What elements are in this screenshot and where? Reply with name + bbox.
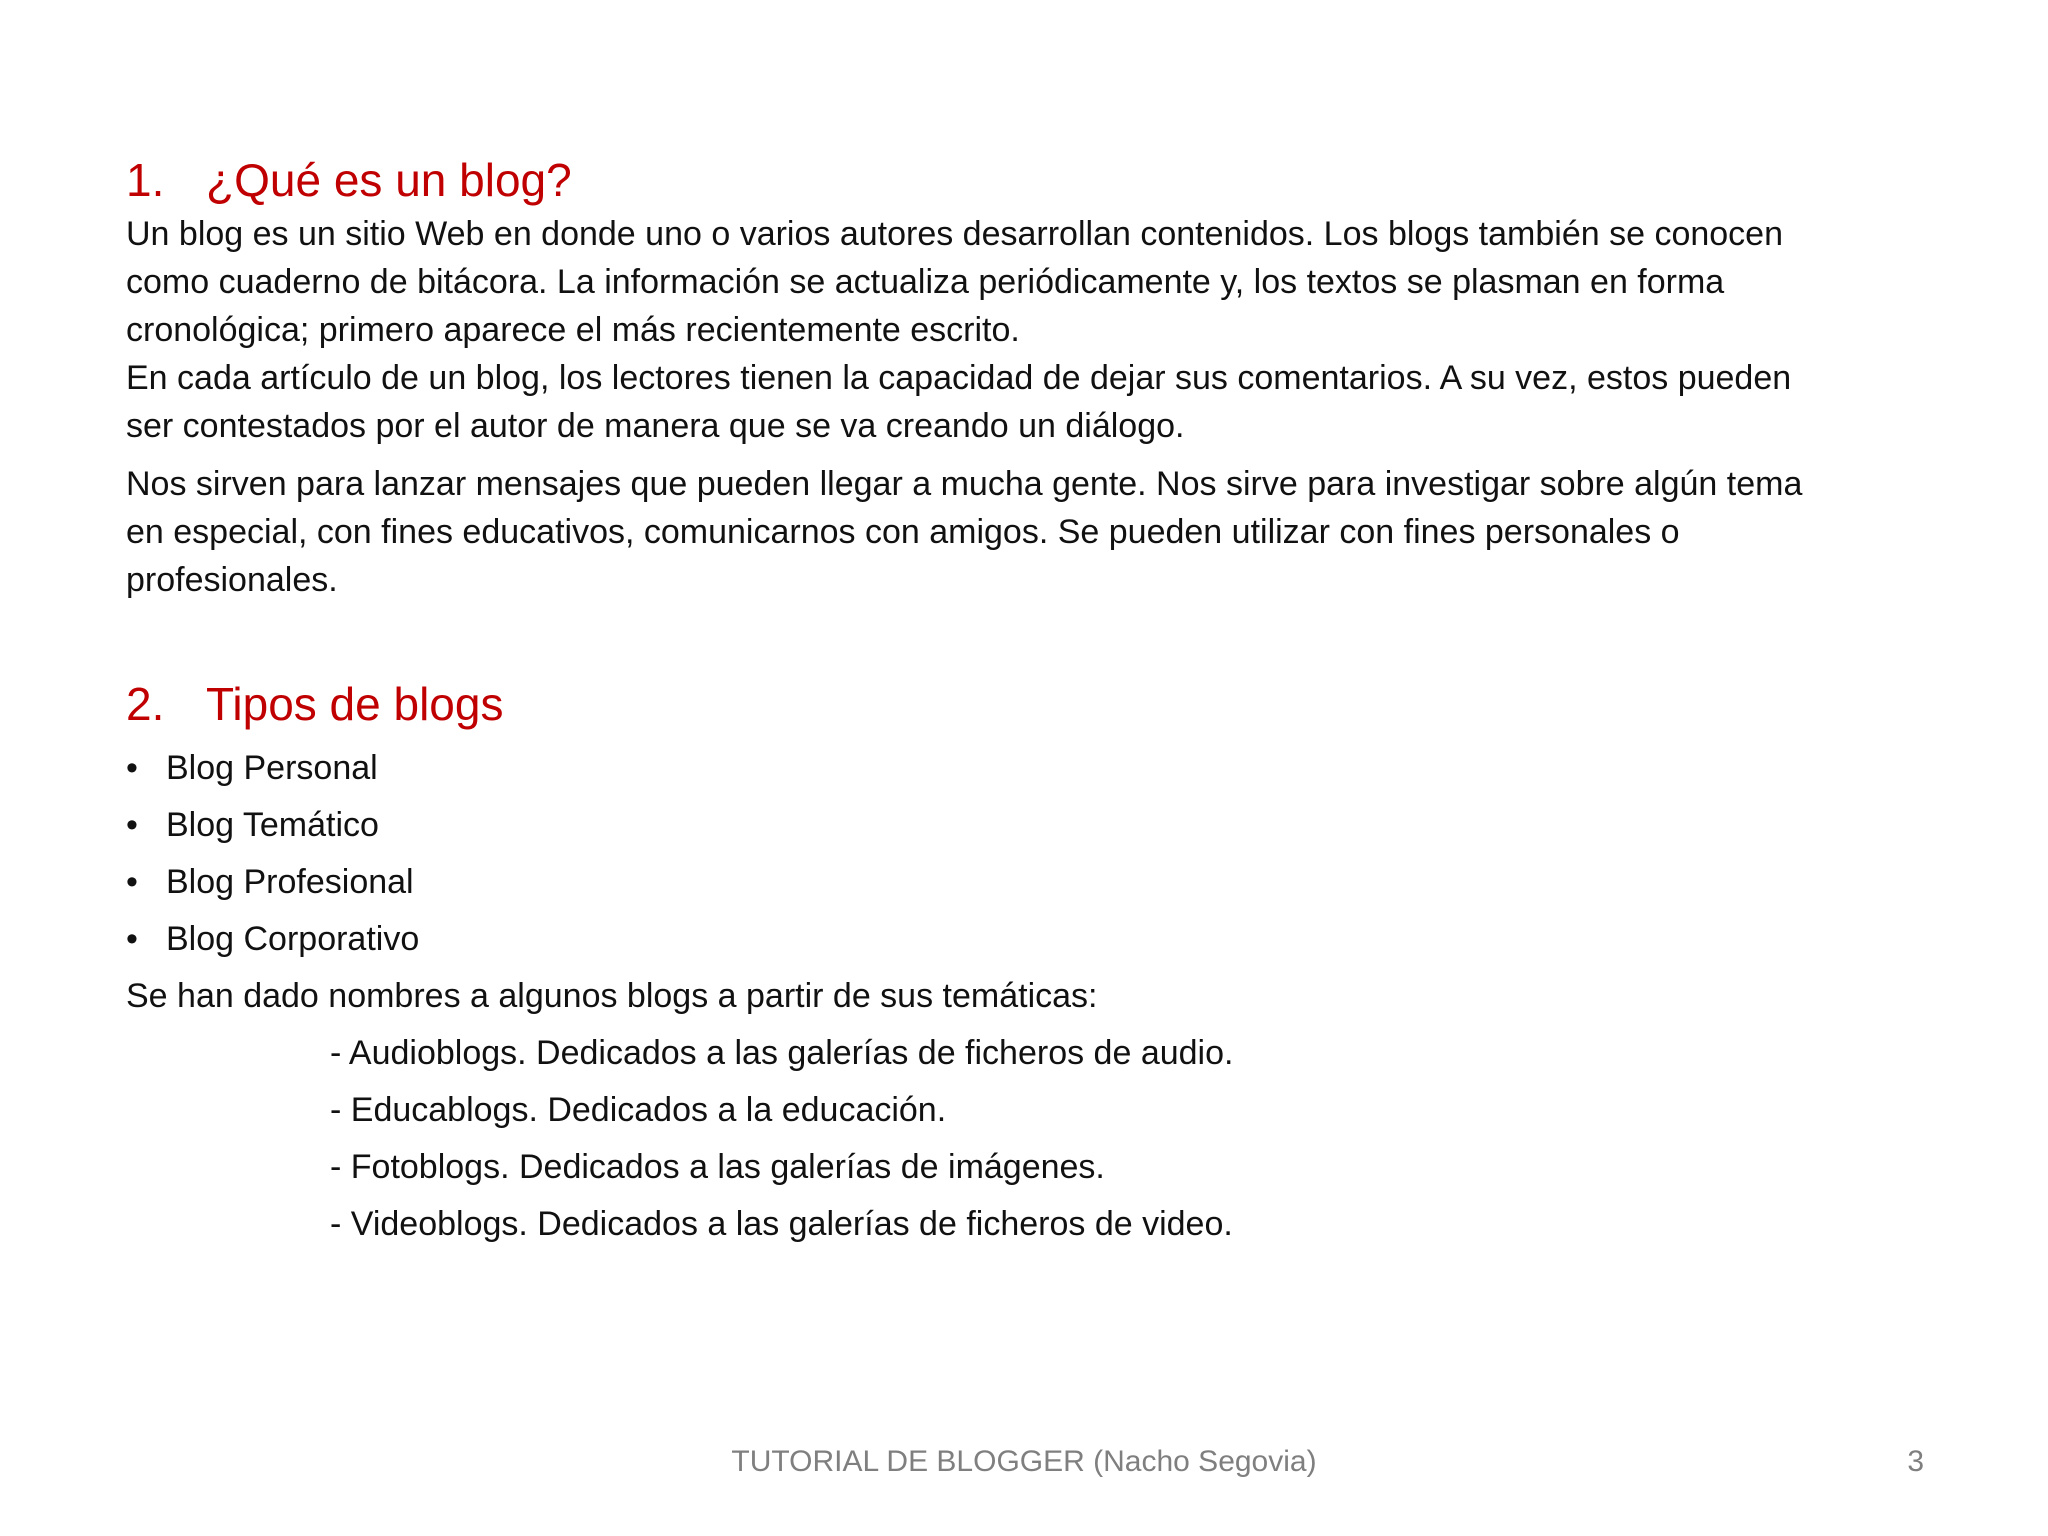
paragraph-line: cronológica; primero aparece el más recientemente escrito.	[126, 311, 1020, 349]
paragraph-line: Un blog es un sitio Web en donde uno o varios autores desarrollan contenidos. Los blogs también se conocen	[126, 215, 1783, 253]
section-1-title: ¿Qué es un blog?	[206, 154, 572, 206]
section-2-title: Tipos de blogs	[206, 678, 504, 730]
list-item: - Educablogs. Dedicados a la educación.	[330, 1091, 947, 1129]
list-item	[126, 797, 1926, 854]
list-item: - Videoblogs. Dedicados a las galerías de ficheros de video.	[330, 1205, 1233, 1243]
list-item: - Fotoblogs. Dedicados a las galerías de imágenes.	[330, 1148, 1105, 1186]
list-item-label: Blog Profesional	[166, 863, 414, 901]
list-item-label: Blog Personal	[166, 749, 378, 787]
slide-content	[126, 150, 1926, 1253]
section-2-number: 2.	[126, 678, 165, 730]
list-item	[126, 740, 1926, 797]
paragraph-line: profesionales.	[126, 561, 338, 599]
bullet-icon: •	[126, 806, 138, 844]
paragraph-line: En cada artículo de un blog, los lectores tienen la capacidad de dejar sus comentarios. A su vez, estos pueden	[126, 359, 1792, 397]
bullet-icon: •	[126, 920, 138, 958]
section-1-heading	[126, 150, 1926, 210]
blog-types-list	[126, 740, 1926, 968]
list-item: - Audioblogs. Dedicados a las galerías de ficheros de audio.	[330, 1034, 1234, 1072]
paragraph-line: como cuaderno de bitácora. La información se actualiza periódicamente y, los textos se plasman en forma	[126, 263, 1725, 301]
list-item-label: Blog Corporativo	[166, 920, 420, 958]
themed-blogs-list	[126, 1025, 1926, 1253]
list-item-label: Blog Temático	[166, 806, 379, 844]
bullet-icon: •	[126, 749, 138, 787]
themes-intro: Se han dado nombres a algunos blogs a partir de sus temáticas:	[126, 977, 1098, 1015]
slide-footer: TUTORIAL DE BLOGGER (Nacho Segovia)	[731, 1445, 1317, 1478]
section-1-paragraph-2	[126, 460, 1926, 604]
bullet-icon: •	[126, 863, 138, 901]
paragraph-line: en especial, con fines educativos, comunicarnos con amigos. Se pueden utilizar con fines personales o	[126, 513, 1680, 551]
section-1-number: 1.	[126, 154, 165, 206]
list-item	[126, 854, 1926, 911]
paragraph-line: ser contestados por el autor de manera que se va creando un diálogo.	[126, 407, 1185, 445]
page-number: 3	[1907, 1445, 1924, 1478]
section-2-heading	[126, 674, 1926, 734]
section-1-paragraph-1	[126, 210, 1926, 450]
list-item	[126, 911, 1926, 968]
paragraph-line: Nos sirven para lanzar mensajes que pueden llegar a mucha gente. Nos sirve para investigar sobre algún tema	[126, 465, 1803, 503]
